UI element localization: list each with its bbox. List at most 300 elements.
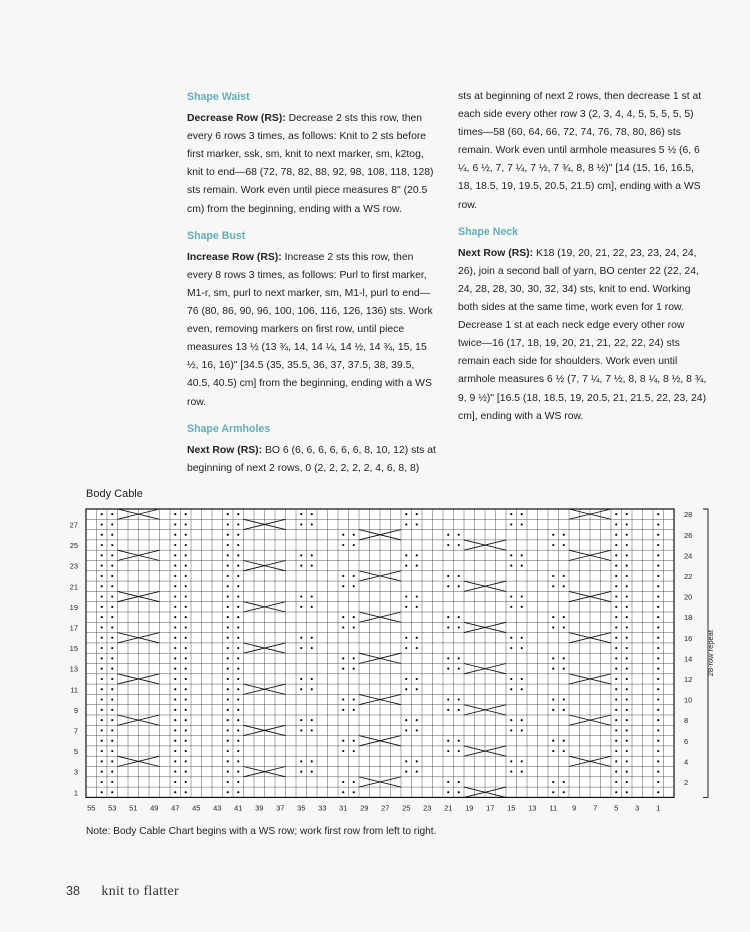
purl-dot [300,513,302,515]
purl-dot [237,719,239,721]
purl-dot [174,760,176,762]
purl-dot [185,688,187,690]
purl-dot [615,544,617,546]
purl-dot [311,595,313,597]
purl-dot [626,781,628,783]
purl-dot [101,637,103,639]
purl-dot [237,523,239,525]
purl-dot [563,740,565,742]
purl-dot [237,740,239,742]
stitch-label: 25 [402,803,411,813]
purl-dot [300,606,302,608]
purl-dot [185,657,187,659]
purl-dot [657,719,659,721]
left-text-column [187,88,439,486]
purl-dot [237,565,239,567]
purl-dot [615,771,617,773]
purl-dot [615,719,617,721]
purl-dot [227,585,229,587]
purl-dot [447,626,449,628]
purl-dot [101,606,103,608]
purl-dot [657,626,659,628]
row-label-odd: 21 [69,582,78,592]
purl-dot [626,616,628,618]
row-label-odd: 13 [69,664,78,674]
purl-dot [563,791,565,793]
purl-dot [174,637,176,639]
purl-dot [227,657,229,659]
purl-dot [615,781,617,783]
row-label-even: 12 [684,674,693,684]
purl-dot [311,523,313,525]
purl-dot [626,688,628,690]
purl-dot [342,668,344,670]
purl-dot [227,595,229,597]
purl-dot [353,616,355,618]
purl-dot [563,750,565,752]
body-cable-chart [64,503,714,823]
purl-dot [416,554,418,556]
purl-dot [510,760,512,762]
row-label-odd: 23 [69,561,78,571]
purl-dot [510,513,512,515]
purl-dot [521,513,523,515]
stitch-label: 27 [381,803,390,813]
purl-dot [101,740,103,742]
purl-dot [626,565,628,567]
purl-dot [174,513,176,515]
purl-dot [227,575,229,577]
purl-dot [615,523,617,525]
chart-title: Body Cable [86,488,143,500]
purl-dot [237,729,239,731]
purl-dot [101,750,103,752]
purl-dot [552,575,554,577]
stitch-label: 17 [486,803,495,813]
row-label-odd: 19 [69,602,78,612]
purl-dot [405,565,407,567]
purl-dot [657,616,659,618]
purl-dot [552,668,554,670]
purl-dot [300,523,302,525]
purl-dot [101,698,103,700]
purl-dot [458,616,460,618]
purl-dot [657,647,659,649]
stitch-label: 29 [360,803,369,813]
purl-dot [174,740,176,742]
purl-dot [615,709,617,711]
purl-dot [657,760,659,762]
purl-dot [626,729,628,731]
purl-dot [416,688,418,690]
purl-dot [521,647,523,649]
purl-dot [353,657,355,659]
purl-dot [657,791,659,793]
purl-dot [458,698,460,700]
purl-dot [311,647,313,649]
purl-dot [458,791,460,793]
purl-dot [101,719,103,721]
purl-dot [626,657,628,659]
purl-dot [174,709,176,711]
purl-dot [237,657,239,659]
purl-dot [174,719,176,721]
purl-dot [458,668,460,670]
purl-dot [101,729,103,731]
purl-dot [185,616,187,618]
purl-dot [174,688,176,690]
purl-dot [111,626,113,628]
purl-dot [510,678,512,680]
purl-dot [405,637,407,639]
purl-dot [174,771,176,773]
purl-dot [185,523,187,525]
purl-dot [101,657,103,659]
purl-dot [227,637,229,639]
purl-dot [521,523,523,525]
purl-dot [101,616,103,618]
purl-dot [510,729,512,731]
purl-dot [510,637,512,639]
purl-dot [416,513,418,515]
purl-dot [615,657,617,659]
purl-dot [237,616,239,618]
purl-dot [342,585,344,587]
purl-dot [300,637,302,639]
purl-dot [227,523,229,525]
purl-dot [237,513,239,515]
purl-dot [405,688,407,690]
purl-dot [185,595,187,597]
purl-dot [227,668,229,670]
row-label-even: 10 [684,695,693,705]
lead-decrease-row: Decrease Row (RS): [187,113,286,125]
purl-dot [101,678,103,680]
purl-dot [174,595,176,597]
purl-dot [185,544,187,546]
purl-dot [521,637,523,639]
purl-dot [521,760,523,762]
purl-dot [521,771,523,773]
purl-dot [615,729,617,731]
stitch-label: 45 [192,803,201,813]
purl-dot [626,626,628,628]
heading-shape-waist: Shape Waist [187,91,250,103]
purl-dot [615,616,617,618]
purl-dot [101,513,103,515]
purl-dot [521,688,523,690]
purl-dot [552,698,554,700]
purl-dot [111,585,113,587]
chart-note: Note: Body Cable Chart begins with a WS row; work first row from left to right. [86,826,437,837]
purl-dot [447,534,449,536]
row-label-odd: 17 [69,623,78,633]
stitch-label: 11 [549,803,558,813]
purl-dot [174,781,176,783]
row-label-odd: 11 [70,685,78,695]
purl-dot [657,565,659,567]
purl-dot [174,606,176,608]
purl-dot [111,523,113,525]
purl-dot [416,523,418,525]
purl-dot [405,554,407,556]
purl-dot [300,719,302,721]
purl-dot [237,606,239,608]
purl-dot [416,771,418,773]
purl-dot [657,740,659,742]
purl-dot [342,791,344,793]
purl-dot [111,544,113,546]
purl-dot [237,771,239,773]
purl-dot [311,771,313,773]
purl-dot [657,750,659,752]
purl-dot [311,678,313,680]
purl-dot [185,719,187,721]
purl-dot [615,750,617,752]
purl-dot [185,585,187,587]
purl-dot [174,791,176,793]
purl-dot [353,585,355,587]
purl-dot [416,729,418,731]
purl-dot [615,760,617,762]
purl-dot [626,791,628,793]
purl-dot [227,678,229,680]
purl-dot [563,781,565,783]
purl-dot [300,688,302,690]
purl-dot [111,637,113,639]
row-label-odd: 27 [69,520,78,530]
purl-dot [405,606,407,608]
purl-dot [185,626,187,628]
purl-dot [174,668,176,670]
purl-dot [626,719,628,721]
body-increase-row: Increase 2 sts this row, then every 8 rows 3 times, as follows: Purl to first marker, M1-r, sm, purl to next marker, sm, M1-l, purl to end—76 (80, 86, 90, 96, 100, 106, 116, 126, 136) sts. Work even, removing markers on first row, until piece measures 13 ½ (13 ¾, 14, 14 ¼, 14 ½, 14 ¾, 15, 15 ½, 16, 16)" [34.5 (35, 35.5, 36, 37, 37.5, 38, 39.5, 40.5, 40.5) cm] from the beginning, ending with a WS row. [187,251,433,408]
purl-dot [657,688,659,690]
page-footer [66,884,179,900]
row-label-odd: 7 [73,726,78,736]
purl-dot [174,554,176,556]
purl-dot [342,750,344,752]
purl-dot [615,791,617,793]
purl-dot [227,709,229,711]
purl-dot [185,740,187,742]
purl-dot [626,523,628,525]
purl-dot [563,709,565,711]
purl-dot [510,771,512,773]
purl-dot [615,740,617,742]
purl-dot [458,657,460,659]
paragraph-armhole-continued: sts at beginning of next 2 rows, then decrease 1 st at each side every other row 3 (2, 3, 4, 4, 5, 5, 5, 5, 5) times—58 (60, 64, 66, 72, 74, 76, 78, 80, 86) sts remain. Work even until armhole measures 5 ½ (6, 6 ¼, 6 ½, 7, 7 ¼, 7 ½, 7 ¾, 8, 8 ½)" [14 (15, 16, 16.5, 18, 18.5, 19, 19.5, 20.5, 21.5) cm], ending with a WS row. [458,91,702,211]
row-label-odd: 3 [73,767,78,777]
purl-dot [405,729,407,731]
purl-dot [563,575,565,577]
purl-dot [353,544,355,546]
row-label-even: 16 [684,633,693,643]
purl-dot [237,554,239,556]
purl-dot [447,791,449,793]
purl-dot [657,698,659,700]
purl-dot [111,595,113,597]
purl-dot [626,750,628,752]
row-label-even: 14 [684,654,693,664]
purl-dot [111,606,113,608]
purl-dot [101,565,103,567]
purl-dot [563,626,565,628]
purl-dot [342,709,344,711]
purl-dot [101,585,103,587]
purl-dot [174,585,176,587]
purl-dot [185,647,187,649]
purl-dot [101,781,103,783]
row-label-even: 22 [684,571,693,581]
body-decrease-row: Decrease 2 sts this row, then every 6 rows 3 times, as follows: Knit to 2 sts before first marker, ssk, sm, knit to next marker, sm, k2tog, knit to end—68 (72, 78, 82, 88, 92, 98, 108, 118, 128) sts remain. Work even until piece measures 8" (20.5 cm) from the beginning, ending with a WS row. [187,113,434,215]
purl-dot [227,513,229,515]
stitch-label: 13 [528,803,537,813]
row-label-even: 6 [684,736,689,746]
purl-dot [174,626,176,628]
stitch-label: 9 [572,803,577,813]
purl-dot [237,637,239,639]
purl-dot [342,626,344,628]
purl-dot [237,750,239,752]
purl-dot [626,513,628,515]
purl-dot [111,709,113,711]
purl-dot [174,534,176,536]
right-text-column [458,88,710,434]
purl-dot [447,698,449,700]
purl-dot [510,565,512,567]
purl-dot [552,750,554,752]
purl-dot [458,575,460,577]
stitch-label: 31 [339,803,348,813]
purl-dot [101,595,103,597]
purl-dot [615,585,617,587]
row-label-odd: 25 [69,541,78,551]
purl-dot [657,606,659,608]
purl-dot [227,781,229,783]
purl-dot [300,595,302,597]
purl-dot [615,575,617,577]
purl-dot [657,523,659,525]
purl-dot [615,554,617,556]
purl-dot [353,740,355,742]
purl-dot [342,534,344,536]
purl-dot [447,657,449,659]
purl-dot [227,719,229,721]
purl-dot [657,575,659,577]
purl-dot [458,585,460,587]
purl-dot [185,709,187,711]
purl-dot [227,750,229,752]
row-label-odd: 9 [73,705,78,715]
purl-dot [510,719,512,721]
purl-dot [185,791,187,793]
purl-dot [510,647,512,649]
purl-dot [657,781,659,783]
purl-dot [185,565,187,567]
purl-dot [227,554,229,556]
purl-dot [353,626,355,628]
purl-dot [657,554,659,556]
row-label-even: 2 [684,777,689,787]
purl-dot [615,678,617,680]
purl-dot [227,544,229,546]
purl-dot [185,760,187,762]
purl-dot [657,771,659,773]
purl-dot [174,565,176,567]
purl-dot [227,771,229,773]
purl-dot [657,668,659,670]
purl-dot [111,575,113,577]
purl-dot [510,595,512,597]
purl-dot [111,647,113,649]
purl-dot [447,616,449,618]
purl-dot [311,729,313,731]
purl-dot [101,760,103,762]
purl-dot [227,791,229,793]
stitch-label: 15 [507,803,516,813]
purl-dot [111,791,113,793]
purl-dot [416,595,418,597]
stitch-label: 49 [150,803,159,813]
purl-dot [552,740,554,742]
purl-dot [657,513,659,515]
purl-dot [552,657,554,659]
purl-dot [185,698,187,700]
purl-dot [521,595,523,597]
purl-dot [458,709,460,711]
purl-dot [101,575,103,577]
purl-dot [174,616,176,618]
purl-dot [311,554,313,556]
purl-dot [174,544,176,546]
purl-dot [552,616,554,618]
stitch-label: 19 [465,803,474,813]
purl-dot [626,740,628,742]
purl-dot [458,544,460,546]
purl-dot [521,565,523,567]
purl-dot [447,740,449,742]
purl-dot [237,760,239,762]
purl-dot [237,698,239,700]
purl-dot [563,698,565,700]
purl-dot [510,606,512,608]
purl-dot [447,781,449,783]
purl-dot [626,709,628,711]
paragraph-neck-next-row [458,245,710,426]
purl-dot [237,668,239,670]
purl-dot [237,791,239,793]
stitch-label: 37 [276,803,285,813]
purl-dot [101,709,103,711]
purl-dot [447,709,449,711]
paragraph-increase-row [187,249,439,412]
purl-dot [111,554,113,556]
purl-dot [353,750,355,752]
purl-dot [185,554,187,556]
purl-dot [101,554,103,556]
purl-dot [342,657,344,659]
purl-dot [563,657,565,659]
purl-dot [185,575,187,577]
purl-dot [615,626,617,628]
stitch-label: 5 [614,803,619,813]
purl-dot [405,760,407,762]
purl-dot [227,740,229,742]
purl-dot [227,688,229,690]
purl-dot [174,575,176,577]
purl-dot [101,688,103,690]
